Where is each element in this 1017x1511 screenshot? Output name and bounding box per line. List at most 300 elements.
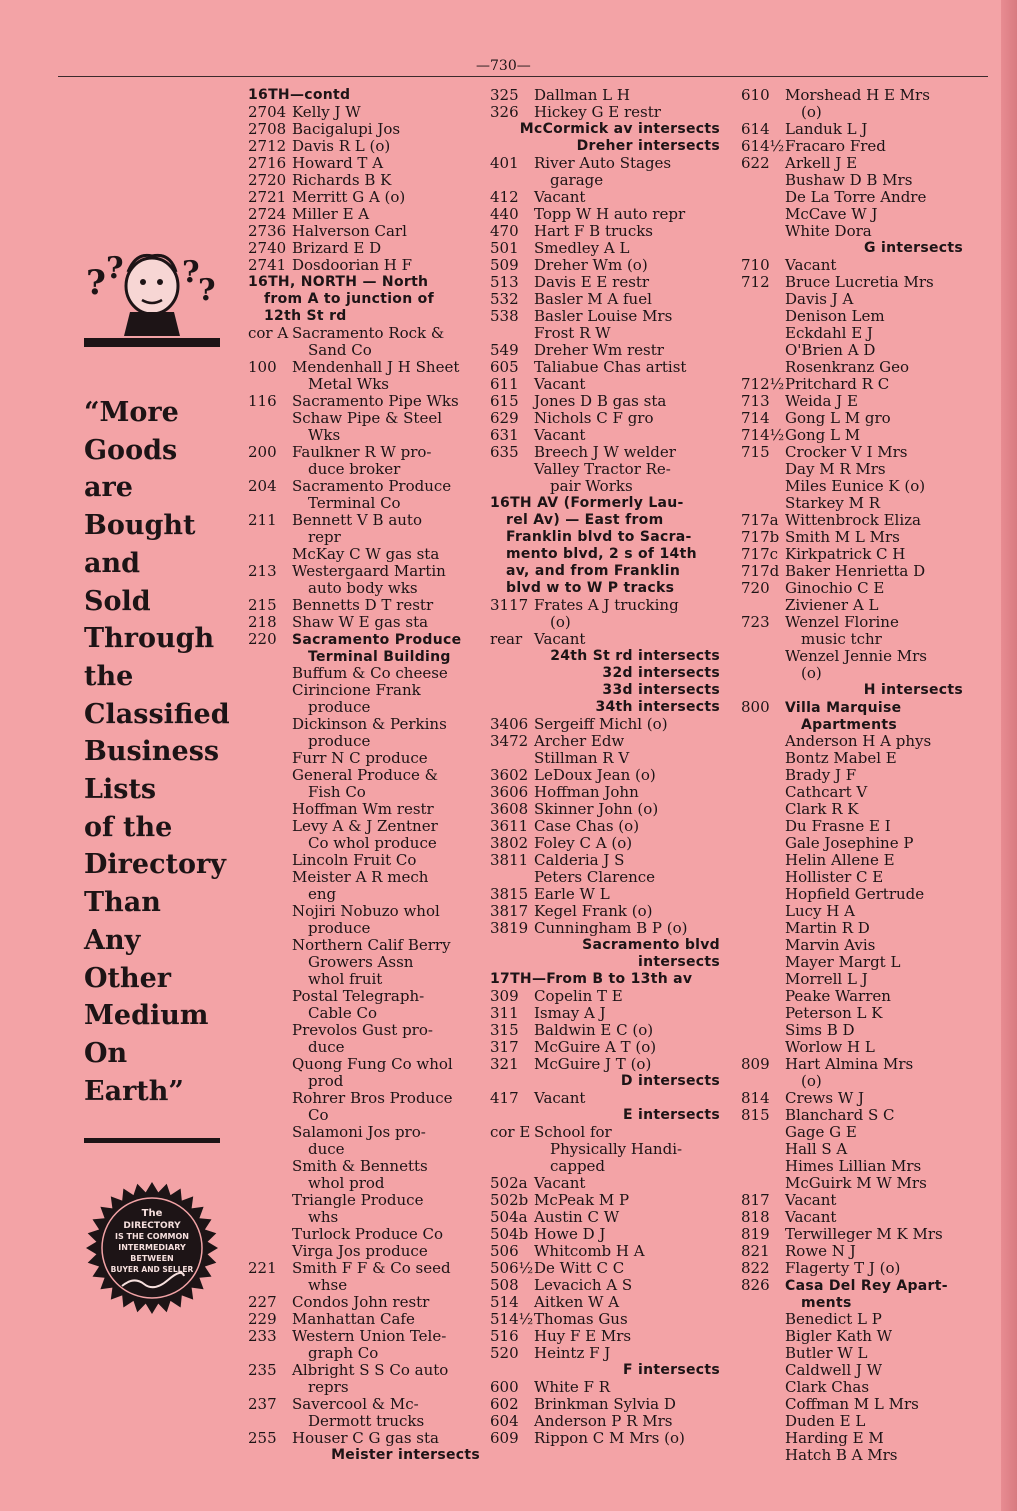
listing-row [741, 716, 963, 733]
listing-row [248, 138, 480, 155]
listing-name: duce broker [308, 460, 401, 478]
listing-name: Helin Allene E [785, 851, 895, 869]
listing-name: Dreher Wm (o) [534, 256, 648, 274]
listing-name: Smith & Bennetts [292, 1157, 428, 1175]
listing-row [741, 359, 963, 376]
street-heading: av, and from Franklin [506, 563, 681, 579]
listing-name: Day M R Mrs [785, 460, 886, 478]
cross-street: F intersects [622, 1362, 720, 1378]
listing-name: Crocker V I Mrs [785, 443, 908, 461]
listing-row [741, 393, 963, 410]
house-number: 631 [490, 426, 519, 444]
listing-row [248, 427, 480, 444]
listing-row [248, 1328, 480, 1345]
listing-row [248, 121, 480, 138]
cross-street: intersects [637, 954, 720, 970]
listing-row [741, 121, 963, 138]
street-heading: 16TH AV (Formerly Lau- [490, 495, 684, 511]
listing-name: Villa Marquise [785, 700, 902, 716]
listing-name: graph Co [308, 1344, 379, 1362]
slogan-line: Other [84, 962, 172, 994]
listing-row [741, 1362, 963, 1379]
listing-row [741, 1141, 963, 1158]
listing-row [248, 1107, 480, 1124]
house-number: 218 [248, 613, 277, 631]
listing-row [248, 835, 480, 852]
listing-name: Davis R L (o) [292, 137, 391, 155]
ad-rule [84, 1138, 220, 1143]
listing-row [248, 240, 480, 257]
listing-name: Eckdahl E J [785, 324, 873, 342]
listing-row [248, 665, 480, 682]
listing-name: Morrell L J [785, 970, 868, 988]
listing-name: Gong L M [785, 426, 861, 444]
listing-name: Hart Almina Mrs [785, 1055, 914, 1073]
listing-row [248, 988, 480, 1005]
listing-row [248, 903, 480, 920]
listing-row [248, 1090, 480, 1107]
listing-name: Dermott trucks [308, 1412, 425, 1430]
cross-street: E intersects [622, 1107, 720, 1123]
listing-name: Arkell J E [785, 154, 858, 172]
slogan-line: Lists [84, 774, 157, 806]
listing-name: Condos John restr [292, 1293, 430, 1311]
listing-row [248, 767, 480, 784]
listing-name: pair Works [550, 477, 633, 495]
listing-name: Salamoni Jos pro- [292, 1123, 426, 1141]
listing-name: Worlow H L [785, 1038, 875, 1056]
listing-name: Vacant [785, 1191, 837, 1209]
listing-name: Dickinson & Perkins [292, 715, 447, 733]
listing-row [741, 648, 963, 665]
listing-name: Schaw Pipe & Steel [292, 409, 442, 427]
listing-row [490, 444, 720, 461]
listing-name: Mayer Margt L [785, 953, 901, 971]
slogan-line: are [84, 472, 133, 504]
house-number: 723 [741, 613, 770, 631]
listing-row [741, 1022, 963, 1039]
house-number: 2704 [248, 103, 287, 121]
directory-column-3 [741, 87, 963, 1464]
listing-row [490, 189, 720, 206]
street-heading: from A to junction of [264, 291, 434, 307]
house-number: 3606 [490, 783, 529, 801]
house-number: 211 [248, 511, 277, 529]
listing-name: Cable Co [308, 1004, 377, 1022]
listing-row [741, 784, 963, 801]
listing-name: Dallman L H [534, 86, 630, 104]
listing-row [741, 937, 963, 954]
listing-name: Case Chas (o) [534, 817, 640, 835]
listing-name: Physically Handi- [550, 1140, 683, 1158]
listing-name: Caldwell J W [785, 1361, 883, 1379]
listing-name: Shaw W E gas sta [292, 613, 429, 631]
house-number: 622 [741, 154, 770, 172]
listing-name: Ziviener A L [785, 596, 879, 614]
listing-name: Aitken W A [534, 1293, 620, 1311]
house-number: 605 [490, 358, 519, 376]
listing-row [490, 1243, 720, 1260]
listing-row [248, 529, 480, 546]
listing-row [248, 1277, 480, 1294]
listing-name: music tchr [801, 630, 882, 648]
listing-row [248, 104, 480, 121]
listing-row [490, 920, 720, 937]
house-number: 717a [741, 511, 779, 529]
listing-row [741, 869, 963, 886]
listing-row [248, 1362, 480, 1379]
listing-row [741, 104, 963, 121]
listing-name: Davis E E restr [534, 273, 650, 291]
listing-row [490, 988, 720, 1005]
house-number: 3406 [490, 715, 529, 733]
listing-row [490, 1328, 720, 1345]
house-number: 3817 [490, 902, 529, 920]
listing-row [248, 784, 480, 801]
listing-name: Blanchard S C [785, 1106, 895, 1124]
listing-name: Denison Lem [785, 307, 885, 325]
listing-row [741, 563, 963, 580]
listing-name: Landuk L J [785, 120, 868, 138]
listing-name: Furr N C produce [292, 749, 428, 767]
house-number: 326 [490, 103, 519, 121]
listing-row [741, 291, 963, 308]
ad-slogan [84, 394, 230, 1110]
seal-text-line: INTERMEDIARY [118, 1243, 186, 1252]
house-number: 514½ [490, 1310, 534, 1328]
listing-row [741, 1107, 963, 1124]
listing-name: Frost R W [534, 324, 611, 342]
listing-name: Howard T A [292, 154, 384, 172]
listing-row [490, 1141, 720, 1158]
seal-text-line: BUYER AND SELLER [110, 1265, 194, 1274]
cross-street: G intersects [864, 240, 963, 256]
listing-name: Crews W J [785, 1089, 865, 1107]
listing-row [490, 716, 720, 733]
listing-row [248, 223, 480, 240]
listing-name: Himes Lillian Mrs [785, 1157, 922, 1175]
house-number: cor A [248, 324, 289, 342]
listing-row [741, 1005, 963, 1022]
listing-row [741, 767, 963, 784]
listing-row [490, 1311, 720, 1328]
slogan-line: Medium [84, 1000, 209, 1032]
listing-name: Merritt G A (o) [292, 188, 406, 206]
listing-name: Wks [308, 426, 341, 444]
svg-text:?: ? [86, 263, 106, 303]
listing-row [741, 478, 963, 495]
listing-name: Jones D B gas sta [534, 392, 667, 410]
house-number: 229 [248, 1310, 277, 1328]
slogan-line: and [84, 547, 141, 579]
listing-name: Sacramento Produce [292, 632, 462, 648]
listing-name: Harding E M [785, 1429, 884, 1447]
house-number: 3802 [490, 834, 529, 852]
listing-name: Basler M A fuel [534, 290, 652, 308]
slogan-line: Than [84, 887, 161, 919]
house-number: 325 [490, 86, 519, 104]
listing-row [490, 767, 720, 784]
listing-name: Hopfield Gertrude [785, 885, 925, 903]
slogan-line: On [84, 1037, 128, 1069]
listing-name: whs [308, 1208, 339, 1226]
listing-row [741, 172, 963, 189]
listing-row [490, 1005, 720, 1022]
listing-row [248, 376, 480, 393]
listing-name: produce [308, 919, 371, 937]
listing-name: Hall S A [785, 1140, 848, 1158]
listing-row [490, 308, 720, 325]
listing-row [248, 869, 480, 886]
listing-name: whse [308, 1276, 348, 1294]
listing-name: Thomas Gus [534, 1310, 628, 1328]
listing-name: produce [308, 698, 371, 716]
listing-row [741, 529, 963, 546]
slogan-line: Any [84, 924, 141, 956]
listing-row [248, 1294, 480, 1311]
house-number: 506 [490, 1242, 519, 1260]
listing-name: Brizard E D [292, 239, 382, 257]
listing-row [248, 1209, 480, 1226]
listing-row [490, 750, 720, 767]
listing-row [490, 410, 720, 427]
listing-name: Gage G E [785, 1123, 857, 1141]
listing-row [490, 1192, 720, 1209]
listing-row [490, 1022, 720, 1039]
listing-row [741, 1396, 963, 1413]
listing-row [741, 1039, 963, 1056]
listing-row [490, 155, 720, 172]
listing-name: (o) [801, 664, 822, 682]
listing-row [248, 699, 480, 716]
listing-name: Nojiri Nobuzo whol [292, 902, 440, 920]
page-edge [1001, 0, 1017, 1511]
listing-name: Lucy H A [785, 902, 855, 920]
listing-row [741, 410, 963, 427]
listing-name: Whitcomb H A [534, 1242, 645, 1260]
listing-row [248, 1175, 480, 1192]
listing-name: (o) [550, 613, 571, 631]
house-number: 321 [490, 1055, 519, 1073]
listing-row [248, 206, 480, 223]
listing-row [741, 1243, 963, 1260]
listing-row [490, 376, 720, 393]
street-heading: blvd w to W P tracks [506, 580, 675, 596]
listing-row [248, 920, 480, 937]
listing-name: Basler Louise Mrs [534, 307, 673, 325]
house-number: 614 [741, 120, 770, 138]
listing-name: Bacigalupi Jos [292, 120, 401, 138]
listing-row [490, 886, 720, 903]
house-number: 235 [248, 1361, 277, 1379]
listing-row [248, 1226, 480, 1243]
listing-row [248, 1396, 480, 1413]
listing-name: Bruce Lucretia Mrs [785, 273, 934, 291]
listing-row [741, 1328, 963, 1345]
listing-row [490, 852, 720, 869]
house-number: rear [490, 630, 523, 648]
listing-name: McKay C W gas sta [292, 545, 440, 563]
listing-row [741, 257, 963, 274]
listing-name: Hoffman Wm restr [292, 800, 434, 818]
listing-name: Huy F E Mrs [534, 1327, 632, 1345]
listing-name: Hoffman John [534, 783, 639, 801]
house-number: 470 [490, 222, 519, 240]
listing-name: auto body wks [308, 579, 418, 597]
listing-row [741, 631, 963, 648]
listing-row [490, 631, 720, 648]
listing-name: Skinner John (o) [534, 800, 659, 818]
listing-row [248, 546, 480, 563]
listing-name: Anderson P R Mrs [534, 1412, 673, 1430]
listing-row [490, 903, 720, 920]
listing-row [741, 206, 963, 223]
listing-name: Davis J A [785, 290, 854, 308]
listing-name: Westergaard Martin [292, 562, 446, 580]
listing-row [490, 1294, 720, 1311]
listing-name: Faulkner R W pro- [292, 443, 432, 461]
house-number: 800 [741, 698, 770, 716]
listing-name: Earle W L [534, 885, 610, 903]
listing-name: Sims B D [785, 1021, 855, 1039]
listing-name: Hickey G E restr [534, 103, 661, 121]
listing-row [490, 427, 720, 444]
listing-row [741, 376, 963, 393]
listing-row [248, 971, 480, 988]
listing-row [248, 1311, 480, 1328]
listing-row [248, 937, 480, 954]
house-number: 3611 [490, 817, 529, 835]
listing-row [248, 954, 480, 971]
house-number: 715 [741, 443, 770, 461]
listing-row [490, 104, 720, 121]
listing-row [741, 325, 963, 342]
listing-row [741, 1379, 963, 1396]
listing-row [490, 325, 720, 342]
listing-row [741, 1056, 963, 1073]
house-number: 315 [490, 1021, 519, 1039]
cross-street: D intersects [620, 1073, 720, 1089]
slogan-line: Earth” [84, 1075, 184, 1107]
house-number: 809 [741, 1055, 770, 1073]
listing-name: Vacant [534, 375, 586, 393]
listing-row [741, 818, 963, 835]
listing-name: Albright S S Co auto [292, 1361, 449, 1379]
listing-row [248, 1430, 480, 1447]
listing-name: duce [308, 1038, 345, 1056]
listing-row [490, 461, 720, 478]
house-number: cor E [490, 1123, 531, 1141]
listing-name: Apartments [801, 717, 897, 733]
listing-row [741, 1277, 963, 1294]
listing-name: Levy A & J Zentner [292, 817, 438, 835]
listing-row [741, 1413, 963, 1430]
listing-row [248, 1413, 480, 1430]
listing-row [741, 495, 963, 512]
listing-name: (o) [801, 1072, 822, 1090]
listing-row [248, 1039, 480, 1056]
house-number: 712 [741, 273, 770, 291]
house-number: 2712 [248, 137, 287, 155]
house-number: 819 [741, 1225, 770, 1243]
listing-row [248, 172, 480, 189]
listing-name: Vacant [534, 630, 586, 648]
house-number: 417 [490, 1089, 519, 1107]
listing-row [248, 359, 480, 376]
listing-name: Turlock Produce Co [292, 1225, 444, 1243]
slogan-line: Sold [84, 585, 151, 617]
listing-name: LeDoux Jean (o) [534, 766, 656, 784]
listing-name: Peters Clarence [534, 868, 656, 886]
listing-row [248, 818, 480, 835]
listing-row [490, 1430, 720, 1447]
listing-row [490, 1345, 720, 1362]
house-number: 520 [490, 1344, 519, 1362]
house-number: 549 [490, 341, 519, 359]
house-number: 509 [490, 256, 519, 274]
listing-name: Vacant [534, 426, 586, 444]
listing-row [248, 801, 480, 818]
house-number: 3819 [490, 919, 529, 937]
listing-name: Foley C A (o) [534, 834, 633, 852]
house-number: 822 [741, 1259, 770, 1277]
listing-row [248, 1022, 480, 1039]
listing-name: Terwilleger M K Mrs [785, 1225, 943, 1243]
listing-row [248, 563, 480, 580]
slogan-line: Goods [84, 434, 178, 466]
listing-row [248, 852, 480, 869]
listing-name: Cathcart V [785, 783, 868, 801]
seal-text-line: BETWEEN [130, 1254, 174, 1263]
house-number: 615 [490, 392, 519, 410]
listing-name: Coffman M L Mrs [785, 1395, 919, 1413]
house-number: 629 [490, 409, 519, 427]
listing-name: Howe D J [534, 1225, 606, 1243]
listing-row [248, 1379, 480, 1396]
listing-row [490, 1090, 720, 1107]
listing-name: garage [550, 171, 604, 189]
listing-name: Rippon C M Mrs (o) [534, 1429, 685, 1447]
listing-name: eng [308, 885, 337, 903]
listing-name: Northern Calif Berry [292, 936, 451, 954]
listing-name: Vacant [785, 256, 837, 274]
listing-row [248, 750, 480, 767]
listing-row [248, 512, 480, 529]
listing-name: Topp W H auto repr [534, 205, 686, 223]
listing-name: Rohrer Bros Produce [292, 1089, 453, 1107]
listing-name: Bennetts D T restr [292, 596, 434, 614]
listing-name: Sacramento Rock & [292, 324, 445, 342]
listing-row [741, 801, 963, 818]
listing-row [490, 733, 720, 750]
directory-column-1 [248, 87, 480, 1464]
listing-row [741, 1345, 963, 1362]
listing-row [741, 274, 963, 291]
listing-row [248, 495, 480, 512]
listing-name: Baldwin E C (o) [534, 1021, 654, 1039]
house-number: 233 [248, 1327, 277, 1345]
listing-name: Bontz Mabel E [785, 749, 897, 767]
listing-row [741, 988, 963, 1005]
listing-row [490, 1158, 720, 1175]
listing-name: Terminal Building [308, 649, 451, 665]
house-number: 532 [490, 290, 519, 308]
listing-row [741, 580, 963, 597]
listing-name: Ismay A J [534, 1004, 606, 1022]
house-number: 401 [490, 154, 519, 172]
listing-name: Hollister C E [785, 868, 884, 886]
page-number: —730— [476, 58, 531, 74]
